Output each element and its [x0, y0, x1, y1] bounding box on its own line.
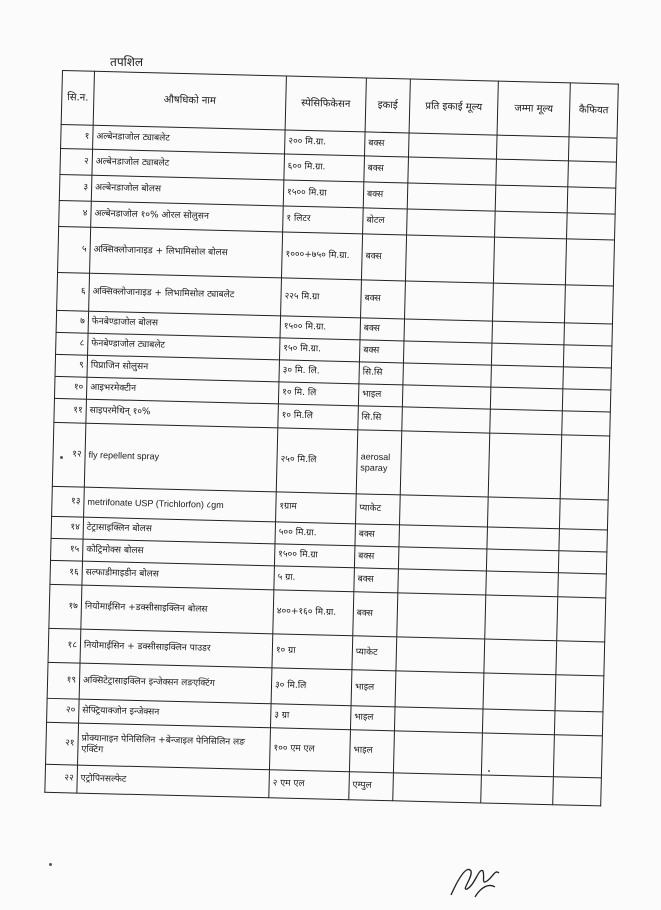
cell-sn: १४ [51, 516, 84, 539]
col-header-name: औषधिको नाम [93, 71, 286, 130]
cell-remarks [559, 529, 608, 552]
cell-unit-price [405, 281, 494, 321]
cell-total-price [495, 185, 568, 213]
cell-remarks [559, 499, 608, 530]
cell-unit: प्याकेट [352, 636, 397, 671]
cell-sn: २ [60, 148, 93, 175]
col-header-unit: इकाई [365, 78, 410, 133]
cell-unit-price [398, 547, 487, 571]
cell-unit-price [402, 385, 491, 409]
cell-total-price [481, 775, 554, 805]
cell-name: फेनबेण्डाजोल ट्याबलेट [88, 333, 280, 360]
cell-total-price [491, 365, 564, 389]
cell-unit-price [396, 637, 485, 673]
cell-unit: बक्स [364, 156, 409, 183]
paper-speck [488, 770, 490, 772]
cell-unit: बक्स [354, 568, 399, 593]
cell-unit: बक्स [360, 318, 405, 341]
cell-unit-price [405, 235, 494, 283]
cell-unit: बक्स [354, 546, 399, 569]
cell-unit: भाइल [351, 670, 396, 707]
cell-unit: बक्स [359, 340, 404, 363]
cell-name: सेफ्ट्रियाक्जोन इन्जेक्सन [79, 699, 272, 728]
cell-spec: ४००+१६० मि.ग्रा. [273, 590, 354, 636]
cell-unit: सि.सि [358, 406, 403, 431]
cell-unit: बक्स [363, 182, 408, 209]
cell-unit: प्याकेट [356, 494, 401, 525]
cell-spec: १५०० मि.ग्रा [283, 180, 364, 208]
cell-sn: ७ [56, 310, 89, 333]
cell-spec: ५ ग्रा. [274, 566, 355, 592]
cell-spec: १५०० मि.ग्रा. [280, 316, 361, 340]
cell-spec: १० मि. लि [278, 382, 359, 406]
cell-unit: बक्स [361, 234, 406, 281]
cell-remarks [567, 213, 616, 240]
cell-spec: २५० मि.लि [276, 428, 358, 494]
cell-name: आइभरमेक्टीन [86, 377, 278, 404]
cell-name: अक्सिक्लोजानाइड + लिभामिसोल ट्याबलेट [89, 273, 282, 316]
cell-name: प्रोक्यानाइन पेनिसिलिन +बेन्जाइल पेनिसिलिन लङ एक्टिंग [78, 723, 271, 770]
cell-sn: १० [54, 376, 87, 399]
cell-spec: १५०० मि.ग्रा [274, 544, 355, 568]
cell-unit: बक्स [364, 132, 409, 157]
cell-remarks [564, 285, 613, 324]
paper-speck [60, 456, 63, 459]
cell-unit: aerosal sparay [356, 430, 402, 495]
cell-remarks [554, 711, 603, 736]
cell-remarks [560, 435, 610, 500]
cell-remarks [562, 389, 611, 412]
cell-sn: ५ [58, 226, 91, 273]
paper-speck [49, 863, 52, 866]
cell-name: पिप्राजिन सोलुसन [87, 355, 279, 382]
cell-total-price [490, 387, 563, 411]
cell-remarks [558, 551, 607, 574]
cell-remarks [565, 239, 614, 286]
cell-name: नियोमाईसिन +डक्सीसाइक्लिन बोलस [81, 585, 274, 634]
cell-remarks [553, 735, 602, 778]
cell-sn: ८ [56, 332, 89, 355]
cell-sn: १२ [52, 422, 86, 487]
cell-sn: २२ [45, 764, 78, 793]
cell-total-price [495, 211, 568, 239]
cell-remarks [562, 411, 611, 436]
cell-total-price [496, 159, 569, 187]
cell-total-price [483, 673, 556, 711]
cell-total-price [484, 639, 557, 675]
cell-remarks [568, 161, 617, 188]
cell-name: अक्सिक्लोजानाइड + लिभामिसोल बोलस [90, 227, 283, 278]
cell-total-price [496, 135, 569, 161]
cell-name: अल्बेनडाजोल बोलस [91, 175, 284, 206]
cell-name: फेनबेण्डाजोल बोलस [88, 311, 280, 338]
cell-sn: २१ [46, 722, 79, 765]
cell-unit-price [398, 569, 487, 595]
cell-unit-price [402, 407, 491, 433]
cell-total-price [490, 409, 563, 435]
cell-remarks [564, 323, 613, 346]
cell-spec: ६०० मि.ग्रा. [284, 154, 365, 182]
cell-total-price [488, 433, 562, 499]
cell-sn: १६ [50, 560, 83, 585]
cell-unit-price [407, 209, 496, 237]
cell-unit-price [407, 183, 496, 211]
col-header-spec: स्पेसिफिकेसन [285, 76, 366, 132]
cell-name: अल्बेनडाजोल १०% ओरल सोलुसन [91, 201, 284, 232]
cell-sn: १९ [47, 662, 80, 699]
cell-unit: बक्स [355, 524, 400, 547]
cell-spec: ३० मि.लि [271, 668, 352, 706]
cell-total-price [493, 237, 566, 285]
cell-total-price [487, 497, 560, 529]
cell-name: fly repellent spray [84, 423, 278, 492]
cell-sn: १ [61, 124, 94, 149]
cell-spec: ३० मि. लि. [279, 360, 360, 384]
cell-spec: १०० एम एल [269, 728, 350, 772]
cell-name: साइपरमेथिन् १०% [86, 399, 279, 428]
cell-spec: ३ ग्रा [270, 704, 351, 730]
cell-spec: २ एम एल [269, 770, 350, 800]
cell-spec: १ग्राम [276, 492, 357, 524]
cell-remarks [553, 777, 602, 806]
cell-total-price [492, 283, 565, 323]
cell-name: नियोमाईसिन + डक्सीसाइक्लिन पाउडर [80, 629, 273, 668]
cell-unit: एम्पुल [349, 772, 394, 801]
cell-spec: १० मि.लि [278, 404, 359, 430]
medicine-table [44, 70, 618, 806]
cell-sn: १७ [49, 584, 82, 629]
cell-unit-price [399, 495, 488, 527]
signature [445, 857, 505, 902]
col-header-total-price: जम्मा मूल्य [497, 81, 570, 137]
cell-name: टेट्रासाइक्लिन बोलस [83, 517, 275, 544]
cell-sn: १५ [51, 538, 84, 561]
cell-name: अल्बेनडाजोल ट्याबलेट [92, 149, 285, 180]
cell-remarks [557, 597, 606, 642]
cell-unit-price [403, 363, 492, 387]
page-title: तपशिल [110, 55, 144, 69]
cell-unit-price [394, 707, 483, 733]
cell-total-price [481, 733, 554, 777]
cell-name: metrifonate USP (Trichlorfon) ८gm [84, 487, 277, 522]
cell-sn: २० [47, 698, 80, 723]
cell-sn: ४ [59, 200, 92, 227]
cell-unit-price [403, 341, 492, 365]
cell-total-price [482, 709, 555, 735]
cell-spec: १५० मि.ग्रा. [279, 338, 360, 362]
cell-remarks [567, 187, 616, 214]
cell-total-price [487, 527, 560, 551]
cell-total-price [486, 549, 559, 573]
cell-name: अल्बेनडाजोल ट्याबलेट [93, 125, 286, 154]
cell-remarks [556, 641, 605, 676]
cell-unit-price [399, 525, 488, 549]
cell-sn: १३ [52, 486, 85, 517]
cell-spec: १ लिटर [283, 206, 364, 234]
cell-name: कोट्रिमोक्स बोलस [83, 539, 275, 566]
cell-unit-price [408, 157, 497, 185]
cell-spec: २२५ मि.ग्रा [281, 278, 362, 318]
cell-name: एट्रोपिनसल्फेट [77, 765, 270, 798]
cell-unit-price [404, 319, 493, 343]
cell-remarks [568, 137, 617, 162]
cell-spec: १० ग्रा [272, 634, 353, 670]
cell-unit-price [395, 671, 484, 709]
cell-sn: ३ [59, 174, 92, 201]
cell-remarks [563, 367, 612, 390]
cell-unit: बक्स [353, 592, 398, 637]
cell-sn: ११ [54, 398, 87, 423]
cell-remarks [555, 675, 604, 712]
cell-total-price [491, 343, 564, 367]
cell-remarks [563, 345, 612, 368]
cell-unit-price [393, 773, 482, 803]
cell-remarks [558, 573, 607, 598]
cell-unit: बोटल [363, 208, 408, 235]
cell-unit: बक्स [361, 280, 406, 319]
cell-total-price [485, 595, 558, 641]
col-header-sn: सि.न. [61, 71, 94, 126]
cell-name: सल्फाडीमाइडीन बोलस [82, 561, 275, 590]
cell-spec: २०० मि.ग्रा. [285, 130, 366, 156]
cell-unit: सि.सि [359, 362, 404, 385]
cell-total-price [486, 571, 559, 597]
cell-total-price [492, 321, 565, 345]
cell-unit: भाइल [349, 730, 394, 773]
cell-unit-price [400, 431, 490, 497]
cell-spec: ५०० मि.ग्रा. [275, 522, 356, 546]
cell-spec: १०००+७५० मि.ग्रा. [281, 232, 362, 280]
cell-unit-price [397, 593, 486, 639]
cell-unit: भाइल [358, 384, 403, 407]
cell-name: अक्सिटेट्रासाइक्लिन इन्जेक्सन लङएक्टिंग [79, 663, 272, 704]
col-header-unit-price: प्रति इकाई मूल्य [409, 79, 498, 135]
cell-sn: १८ [48, 628, 81, 663]
cell-unit-price [393, 731, 482, 775]
cell-unit-price [408, 133, 497, 159]
cell-sn: ६ [57, 272, 90, 311]
cell-unit: भाइल [350, 706, 395, 731]
cell-sn: ९ [55, 354, 88, 377]
col-header-remarks: कैफियत [569, 83, 618, 138]
